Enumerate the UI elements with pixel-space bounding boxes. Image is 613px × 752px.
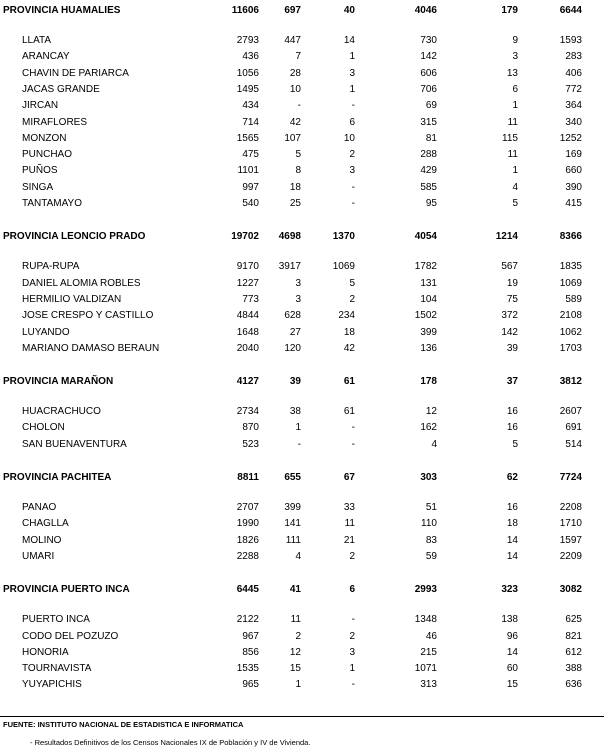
value-cell: 5 xyxy=(295,149,301,161)
value-cell: 514 xyxy=(565,438,582,450)
value-cell: 12 xyxy=(425,406,437,418)
province-name: PROVINCIA MARAÑON xyxy=(3,376,114,388)
value-cell: 1370 xyxy=(332,231,355,243)
value-cell: 37 xyxy=(506,376,518,388)
value-cell: 14 xyxy=(343,35,355,46)
value-cell: 2 xyxy=(349,149,355,161)
value-cell: 5 xyxy=(512,438,518,450)
value-cell: 18 xyxy=(506,518,518,530)
value-cell: 4 xyxy=(431,438,437,450)
value-cell: 967 xyxy=(242,630,259,642)
value-cell: 965 xyxy=(242,679,259,691)
district-name: MONZON xyxy=(22,132,67,144)
value-cell: 1062 xyxy=(559,326,582,338)
value-cell: 1990 xyxy=(236,518,259,530)
value-cell: 59 xyxy=(425,550,437,562)
district-row xyxy=(0,662,613,676)
value-cell: 1593 xyxy=(559,35,582,46)
district-name: TANTAMAYO xyxy=(22,198,82,209)
value-cell: 1703 xyxy=(559,342,582,354)
value-cell: 2734 xyxy=(236,406,259,418)
value-cell: 18 xyxy=(343,326,355,338)
value-cell: 9170 xyxy=(236,261,259,273)
value-cell: 4127 xyxy=(236,376,259,388)
district-name: LLATA xyxy=(22,35,52,46)
value-cell: 42 xyxy=(289,116,301,128)
value-cell: 2793 xyxy=(236,35,259,46)
value-cell: 15 xyxy=(289,663,301,675)
value-cell: 585 xyxy=(420,181,437,193)
value-cell: 388 xyxy=(565,663,582,675)
value-cell: 628 xyxy=(284,310,301,322)
value-cell: 1835 xyxy=(559,261,582,273)
value-cell: 1710 xyxy=(559,518,582,530)
value-cell: - xyxy=(351,438,355,450)
value-cell: 3 xyxy=(295,277,301,289)
value-cell: 1 xyxy=(512,165,518,177)
value-cell: 6 xyxy=(512,83,518,95)
value-cell: 1227 xyxy=(236,277,259,289)
value-cell: 390 xyxy=(565,181,582,193)
footer-rule xyxy=(0,716,604,717)
value-cell: 1 xyxy=(295,679,301,691)
value-cell: 730 xyxy=(420,35,437,46)
value-cell: 2 xyxy=(349,550,355,562)
value-cell: 772 xyxy=(565,83,582,95)
province-row xyxy=(0,230,613,244)
value-cell: 660 xyxy=(565,165,582,177)
district-name: PUERTO INCA xyxy=(22,614,90,626)
value-cell: 41 xyxy=(289,584,301,596)
district-name: CODO DEL POZUZO xyxy=(22,630,119,642)
value-cell: 234 xyxy=(338,310,355,322)
value-cell: 131 xyxy=(420,277,437,289)
value-cell: 42 xyxy=(343,342,355,354)
value-cell: 3082 xyxy=(559,584,582,596)
value-cell: 625 xyxy=(565,614,582,626)
district-row xyxy=(0,405,613,419)
value-cell: 2707 xyxy=(236,502,259,513)
value-cell: 1 xyxy=(349,51,355,63)
district-name: DANIEL ALOMIA ROBLES xyxy=(22,277,141,289)
value-cell: 997 xyxy=(242,181,259,193)
value-cell: 399 xyxy=(420,326,437,338)
district-row xyxy=(0,260,613,274)
value-cell: 18 xyxy=(289,181,301,193)
value-cell: - xyxy=(297,438,301,450)
district-name: PUÑOS xyxy=(22,165,58,177)
value-cell: 4698 xyxy=(278,231,301,243)
value-cell: 434 xyxy=(242,100,259,112)
value-cell: 60 xyxy=(506,663,518,675)
value-cell: 28 xyxy=(289,67,301,79)
value-cell: 447 xyxy=(284,35,301,46)
value-cell: 19702 xyxy=(231,231,259,243)
value-cell: 3 xyxy=(349,646,355,658)
value-cell: 2993 xyxy=(414,584,437,596)
value-cell: 95 xyxy=(425,198,437,209)
value-cell: 315 xyxy=(420,116,437,128)
value-cell: 16 xyxy=(506,406,518,418)
province-name: PROVINCIA HUAMALIES xyxy=(3,5,121,16)
value-cell: 10 xyxy=(343,132,355,144)
value-cell: 1535 xyxy=(236,663,259,675)
source-line: FUENTE: INSTITUTO NACIONAL DE ESTADISTICA E INFORMATICA xyxy=(3,720,244,729)
value-cell: 39 xyxy=(289,376,301,388)
value-cell: 141 xyxy=(284,518,301,530)
district-name: YUYAPICHIS xyxy=(22,679,82,691)
value-cell: - xyxy=(351,614,355,626)
district-row xyxy=(0,50,613,64)
value-cell: 11 xyxy=(290,614,301,626)
value-cell: 870 xyxy=(242,422,259,434)
district-row xyxy=(0,517,613,531)
value-cell: 415 xyxy=(565,198,582,209)
value-cell: 61 xyxy=(343,376,355,388)
value-cell: 714 xyxy=(242,116,259,128)
value-cell: 4844 xyxy=(236,310,259,322)
value-cell: 14 xyxy=(506,646,518,658)
district-row xyxy=(0,181,613,195)
value-cell: 3 xyxy=(349,165,355,177)
value-cell: 96 xyxy=(506,630,518,642)
value-cell: 179 xyxy=(501,5,518,16)
value-cell: 83 xyxy=(425,534,437,546)
value-cell: 3 xyxy=(512,51,518,63)
value-cell: 2040 xyxy=(236,342,259,354)
value-cell: 14 xyxy=(506,534,518,546)
value-cell: 2288 xyxy=(236,550,259,562)
value-cell: 4054 xyxy=(414,231,437,243)
district-row xyxy=(0,83,613,97)
value-cell: 821 xyxy=(565,630,582,642)
value-cell: 1069 xyxy=(332,261,355,273)
value-cell: 1101 xyxy=(237,165,259,177)
value-cell: 2208 xyxy=(559,502,582,513)
value-cell: 107 xyxy=(284,132,301,144)
district-row xyxy=(0,197,613,211)
district-row xyxy=(0,342,613,356)
value-cell: 104 xyxy=(420,293,437,305)
value-cell: - xyxy=(351,422,355,434)
district-name: HERMILIO VALDIZAN xyxy=(22,293,122,305)
value-cell: 4046 xyxy=(414,5,437,16)
value-cell: 15 xyxy=(506,679,518,691)
value-cell: 6 xyxy=(349,116,355,128)
value-cell: 8366 xyxy=(559,231,582,243)
value-cell: 399 xyxy=(284,502,301,513)
value-cell: 215 xyxy=(420,646,437,658)
value-cell: 540 xyxy=(242,198,259,209)
value-cell: 567 xyxy=(501,261,518,273)
value-cell: 6445 xyxy=(236,584,259,596)
value-cell: 636 xyxy=(565,679,582,691)
district-name: SAN BUENAVENTURA xyxy=(22,438,127,450)
value-cell: 283 xyxy=(565,51,582,63)
district-name: HONORIA xyxy=(22,646,69,658)
value-cell: 51 xyxy=(425,502,437,513)
value-cell: 340 xyxy=(565,116,582,128)
value-cell: 39 xyxy=(506,342,518,354)
value-cell: 12 xyxy=(289,646,301,658)
district-name: JACAS GRANDE xyxy=(22,83,100,95)
value-cell: - xyxy=(351,198,355,209)
value-cell: 178 xyxy=(420,376,437,388)
value-cell: 1 xyxy=(349,83,355,95)
district-row xyxy=(0,501,613,515)
value-cell: 1565 xyxy=(236,132,259,144)
value-cell: 323 xyxy=(501,584,518,596)
district-name: MOLINO xyxy=(22,534,62,546)
value-cell: - xyxy=(297,100,301,112)
value-cell: 429 xyxy=(420,165,437,177)
value-cell: 364 xyxy=(565,100,582,112)
value-cell: 697 xyxy=(284,5,301,16)
district-name: LUYANDO xyxy=(22,326,70,338)
source-note: - Resultados Definitivos de los Censos Nacionales IX de Población y IV de Vivienda. xyxy=(30,738,311,747)
district-name: CHAGLLA xyxy=(22,518,69,530)
district-row xyxy=(0,99,613,113)
value-cell: 2 xyxy=(349,293,355,305)
value-cell: 21 xyxy=(343,534,355,546)
value-cell: 40 xyxy=(343,5,355,16)
value-cell: 2122 xyxy=(236,614,259,626)
value-cell: 2 xyxy=(295,630,301,642)
value-cell: 2108 xyxy=(559,310,582,322)
value-cell: 6 xyxy=(349,584,355,596)
district-row xyxy=(0,34,613,48)
district-row xyxy=(0,326,613,340)
district-row xyxy=(0,630,613,644)
value-cell: 406 xyxy=(565,67,582,79)
value-cell: 1648 xyxy=(236,326,259,338)
value-cell: 3 xyxy=(349,67,355,79)
value-cell: 169 xyxy=(565,149,582,161)
value-cell: 1502 xyxy=(414,310,437,322)
value-cell: 10 xyxy=(289,83,301,95)
value-cell: 27 xyxy=(289,326,301,338)
value-cell: 25 xyxy=(289,198,301,209)
value-cell: 1597 xyxy=(559,534,582,546)
value-cell: 46 xyxy=(425,630,437,642)
value-cell: 1 xyxy=(512,100,518,112)
value-cell: 16 xyxy=(506,502,518,513)
province-row xyxy=(0,4,613,18)
value-cell: 11 xyxy=(344,518,355,530)
value-cell: 856 xyxy=(242,646,259,658)
value-cell: 3917 xyxy=(278,261,301,273)
district-row xyxy=(0,293,613,307)
value-cell: 61 xyxy=(343,406,355,418)
value-cell: 589 xyxy=(565,293,582,305)
value-cell: 7 xyxy=(295,51,301,63)
value-cell: 11 xyxy=(507,149,518,161)
value-cell: 691 xyxy=(565,422,582,434)
value-cell: 436 xyxy=(242,51,259,63)
value-cell: 1 xyxy=(295,422,301,434)
value-cell: 655 xyxy=(284,472,301,483)
value-cell: 2607 xyxy=(559,406,582,418)
value-cell: 67 xyxy=(343,472,355,483)
value-cell: 19 xyxy=(506,277,518,289)
value-cell: 3812 xyxy=(559,376,582,388)
district-name: PANAO xyxy=(22,502,57,513)
district-row xyxy=(0,550,613,564)
value-cell: 69 xyxy=(425,100,437,112)
value-cell: 75 xyxy=(506,293,518,305)
value-cell: 4 xyxy=(295,550,301,562)
value-cell: 1495 xyxy=(236,83,259,95)
value-cell: 142 xyxy=(420,51,437,63)
value-cell: 136 xyxy=(420,342,437,354)
district-name: MARIANO DAMASO BERAUN xyxy=(22,342,160,354)
value-cell: 523 xyxy=(242,438,259,450)
value-cell: 62 xyxy=(506,472,518,483)
district-row xyxy=(0,534,613,548)
district-row xyxy=(0,148,613,162)
value-cell: 162 xyxy=(420,422,437,434)
district-row xyxy=(0,309,613,323)
value-cell: 8 xyxy=(295,165,301,177)
district-name: HUACRACHUCO xyxy=(22,406,101,418)
value-cell: 2 xyxy=(349,630,355,642)
district-name: RUPA-RUPA xyxy=(22,261,80,273)
district-name: CHOLON xyxy=(22,422,65,434)
district-name: PUNCHAO xyxy=(22,149,73,161)
value-cell: 110 xyxy=(421,518,437,530)
value-cell: 38 xyxy=(289,406,301,418)
value-cell: 115 xyxy=(502,132,518,144)
value-cell: 120 xyxy=(284,342,301,354)
value-cell: 475 xyxy=(242,149,259,161)
district-row xyxy=(0,67,613,81)
value-cell: - xyxy=(351,181,355,193)
value-cell: 1782 xyxy=(414,261,437,273)
district-row xyxy=(0,132,613,146)
value-cell: 1069 xyxy=(559,277,582,289)
value-cell: 33 xyxy=(343,502,355,513)
value-cell: 16 xyxy=(506,422,518,434)
district-row xyxy=(0,421,613,435)
value-cell: 606 xyxy=(420,67,437,79)
district-row xyxy=(0,116,613,130)
value-cell: 1056 xyxy=(236,67,259,79)
value-cell: 4 xyxy=(512,181,518,193)
value-cell: 372 xyxy=(501,310,518,322)
value-cell: 1826 xyxy=(236,534,259,546)
district-name: JIRCAN xyxy=(22,100,59,112)
province-row xyxy=(0,583,613,597)
value-cell: 11606 xyxy=(231,5,259,16)
value-cell: 142 xyxy=(501,326,518,338)
district-row xyxy=(0,277,613,291)
value-cell: 8811 xyxy=(237,472,259,483)
value-cell: 773 xyxy=(242,293,259,305)
district-row xyxy=(0,678,613,692)
district-name: CHAVIN DE PARIARCA xyxy=(22,67,129,79)
value-cell: 11 xyxy=(507,116,518,128)
district-row xyxy=(0,646,613,660)
value-cell: 81 xyxy=(425,132,437,144)
value-cell: - xyxy=(351,100,355,112)
value-cell: 14 xyxy=(506,550,518,562)
province-name: PROVINCIA LEONCIO PRADO xyxy=(3,231,146,243)
province-row xyxy=(0,375,613,389)
value-cell: 3 xyxy=(295,293,301,305)
value-cell: 1071 xyxy=(414,663,437,675)
value-cell: 138 xyxy=(501,614,518,626)
district-row xyxy=(0,438,613,452)
district-name: UMARI xyxy=(22,550,55,562)
district-row xyxy=(0,613,613,627)
value-cell: 5 xyxy=(512,198,518,209)
district-name: TOURNAVISTA xyxy=(22,663,92,675)
value-cell: 1 xyxy=(349,663,355,675)
value-cell: 1214 xyxy=(495,231,518,243)
value-cell: 7724 xyxy=(559,472,582,483)
value-cell: 706 xyxy=(420,83,437,95)
value-cell: 2209 xyxy=(559,550,582,562)
district-name: MIRAFLORES xyxy=(22,116,88,128)
province-name: PROVINCIA PACHITEA xyxy=(3,472,112,483)
value-cell: 612 xyxy=(565,646,582,658)
value-cell: 303 xyxy=(420,472,437,483)
value-cell: 9 xyxy=(512,35,518,46)
district-name: ARANCAY xyxy=(22,51,70,63)
value-cell: 6644 xyxy=(559,5,582,16)
value-cell: 13 xyxy=(506,67,518,79)
value-cell: 5 xyxy=(349,277,355,289)
district-name: SINGA xyxy=(22,181,54,193)
province-row xyxy=(0,471,613,485)
district-row xyxy=(0,164,613,178)
value-cell: - xyxy=(351,679,355,691)
value-cell: 1252 xyxy=(559,132,582,144)
province-name: PROVINCIA PUERTO INCA xyxy=(3,584,130,596)
value-cell: 288 xyxy=(420,149,437,161)
value-cell: 1348 xyxy=(414,614,437,626)
district-name: JOSE CRESPO Y CASTILLO xyxy=(22,310,154,322)
value-cell: 111 xyxy=(285,534,301,546)
value-cell: 313 xyxy=(420,679,437,691)
